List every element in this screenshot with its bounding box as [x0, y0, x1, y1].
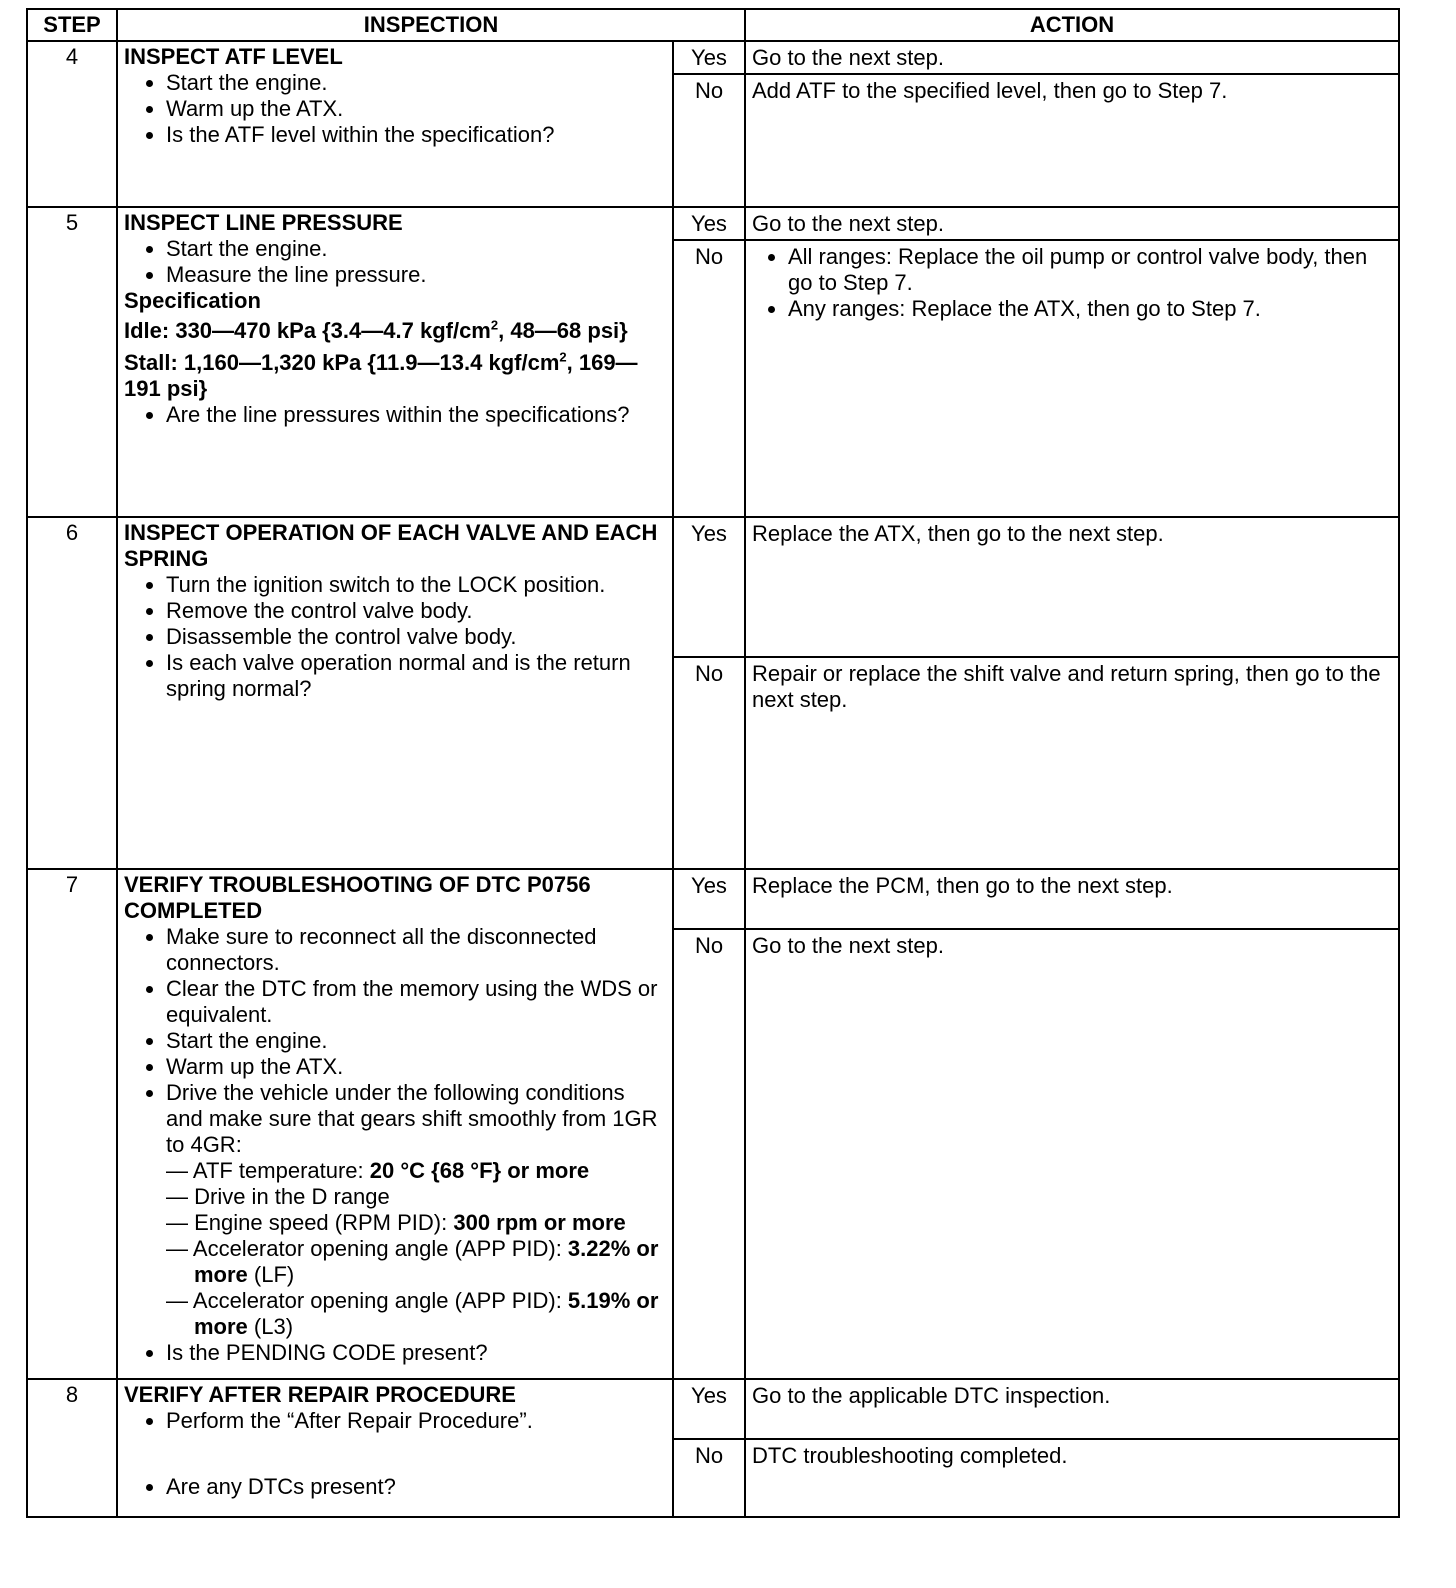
condition-item — [166, 1288, 666, 1340]
list-item: • Remove the control valve body. — [166, 598, 666, 624]
list-item: • All ranges: Replace the oil pump or control valve body, then go to Step 7. — [788, 244, 1392, 296]
condition-text: — Accelerator opening angle (APP PID): — [166, 1288, 568, 1313]
list-item: • Measure the line pressure. — [166, 262, 666, 288]
inspection-list — [124, 70, 666, 148]
no-action: Add ATF to the specified level, then go to Step 7. — [745, 74, 1399, 207]
condition-item — [166, 1210, 666, 1236]
no-action: Go to the next step. — [745, 929, 1399, 1379]
list-item: • Disassemble the control valve body. — [166, 624, 666, 650]
spec-idle — [124, 318, 666, 344]
step-number: 5 — [27, 207, 117, 517]
condition-item — [166, 1158, 666, 1184]
conditions-intro: Drive the vehicle under the following conditions and make sure that gears shift smoothly from 1GR to 4GR: — [166, 1080, 658, 1157]
table-row — [27, 517, 1399, 657]
no-label: No — [673, 74, 745, 207]
list-item: • Warm up the ATX. — [166, 1054, 666, 1080]
inspection-list — [124, 236, 666, 288]
yes-label: Yes — [673, 207, 745, 240]
step-title: VERIFY TROUBLESHOOTING OF DTC P0756 COMPLETED — [124, 872, 591, 923]
no-action — [745, 240, 1399, 517]
condition-item: — Drive in the D range — [166, 1184, 390, 1209]
list-item: • Is the ATF level within the specification? — [166, 122, 666, 148]
spec-idle-text: Idle: 330—470 kPa {3.4—4.7 kgf/cm — [124, 318, 491, 343]
condition-text: — Accelerator opening angle (APP PID): — [166, 1236, 568, 1261]
list-item: • Start the engine. — [166, 70, 666, 96]
inspection-cell — [117, 517, 673, 869]
condition-value: 20 °C {68 °F} or more — [369, 1158, 590, 1183]
spec-stall-text: Stall: 1,160—1,320 kPa {11.9—13.4 kgf/cm — [124, 350, 560, 375]
step-number: 8 — [27, 1379, 117, 1517]
yes-label: Yes — [673, 869, 745, 929]
condition-suffix: (LF) — [247, 1262, 295, 1287]
spec-stall-text-2: , 169—191 psi} — [124, 350, 638, 401]
list-item: • Are the line pressures within the specifications? — [166, 402, 666, 428]
condition-item — [166, 1236, 666, 1288]
list-item: • Any ranges: Replace the ATX, then go to Step 7. — [788, 296, 1392, 322]
troubleshooting-table — [26, 8, 1400, 1518]
yes-action: Replace the ATX, then go to the next step. — [745, 517, 1399, 657]
yes-action: Go to the applicable DTC inspection. — [745, 1379, 1399, 1439]
inspection-cell — [117, 1379, 673, 1517]
step-number: 4 — [27, 41, 117, 207]
list-item — [166, 1080, 666, 1340]
inspection-list — [124, 402, 666, 428]
inspection-cell — [117, 869, 673, 1379]
yes-label: Yes — [673, 41, 745, 74]
condition-suffix: (L3) — [247, 1314, 294, 1339]
step-title: VERIFY AFTER REPAIR PROCEDURE — [124, 1382, 516, 1407]
step-number: 6 — [27, 517, 117, 869]
conditions-list — [166, 1158, 666, 1340]
spec-idle-text-2: , 48—68 psi} — [498, 318, 628, 343]
spec-idle-sup: 2 — [490, 317, 499, 333]
list-item: • Start the engine. — [166, 1028, 666, 1054]
inspection-cell — [117, 207, 673, 517]
no-action: Repair or replace the shift valve and return spring, then go to the next step. — [745, 657, 1399, 869]
yes-label: Yes — [673, 1379, 745, 1439]
step-title: INSPECT ATF LEVEL — [124, 44, 343, 69]
no-action: DTC troubleshooting completed. — [745, 1439, 1399, 1517]
condition-value: 5.19% or more — [194, 1288, 659, 1339]
table-row — [27, 41, 1399, 74]
inspection-list — [124, 1408, 666, 1500]
troubleshooting-table-page — [26, 8, 1398, 1524]
no-label: No — [673, 657, 745, 869]
no-label: No — [673, 240, 745, 517]
header-action: ACTION — [745, 9, 1399, 41]
no-label: No — [673, 929, 745, 1379]
action-list — [752, 244, 1392, 322]
no-label: No — [673, 1439, 745, 1517]
list-item: • Perform the “After Repair Procedure”. — [166, 1408, 666, 1434]
list-item: • Start the engine. — [166, 236, 666, 262]
list-item: • Warm up the ATX. — [166, 96, 666, 122]
spec-label: Specification — [124, 288, 261, 313]
inspection-cell — [117, 41, 673, 207]
header-step: STEP — [27, 9, 117, 41]
list-item: • Clear the DTC from the memory using the WDS or equivalent. — [166, 976, 666, 1028]
table-row — [27, 869, 1399, 929]
table-row — [27, 1379, 1399, 1439]
condition-value: 3.22% or more — [194, 1236, 659, 1287]
yes-action: Replace the PCM, then go to the next step. — [745, 869, 1399, 929]
yes-action: Go to the next step. — [745, 41, 1399, 74]
list-item: • Turn the ignition switch to the LOCK position. — [166, 572, 666, 598]
list-item: • Is each valve operation normal and is the return spring normal? — [166, 650, 666, 702]
step-number: 7 — [27, 869, 117, 1379]
header-inspection: INSPECTION — [117, 9, 745, 41]
step-title: INSPECT OPERATION OF EACH VALVE AND EACH SPRING — [124, 520, 658, 571]
spec-stall — [124, 350, 666, 402]
yes-action: Go to the next step. — [745, 207, 1399, 240]
inspection-list — [124, 572, 666, 702]
spec-stall-sup: 2 — [559, 349, 567, 365]
list-item: • Is the PENDING CODE present? — [166, 1340, 666, 1366]
table-row — [27, 207, 1399, 240]
list-item: • Make sure to reconnect all the disconnected connectors. — [166, 924, 666, 976]
header-row — [27, 9, 1399, 41]
list-item: • Are any DTCs present? — [166, 1474, 666, 1500]
condition-text: — ATF temperature: — [166, 1158, 370, 1183]
condition-text: — Engine speed (RPM PID): — [166, 1210, 454, 1235]
yes-label: Yes — [673, 517, 745, 657]
condition-value: 300 rpm or more — [453, 1210, 626, 1235]
inspection-list — [124, 924, 666, 1366]
step-title: INSPECT LINE PRESSURE — [124, 210, 403, 235]
